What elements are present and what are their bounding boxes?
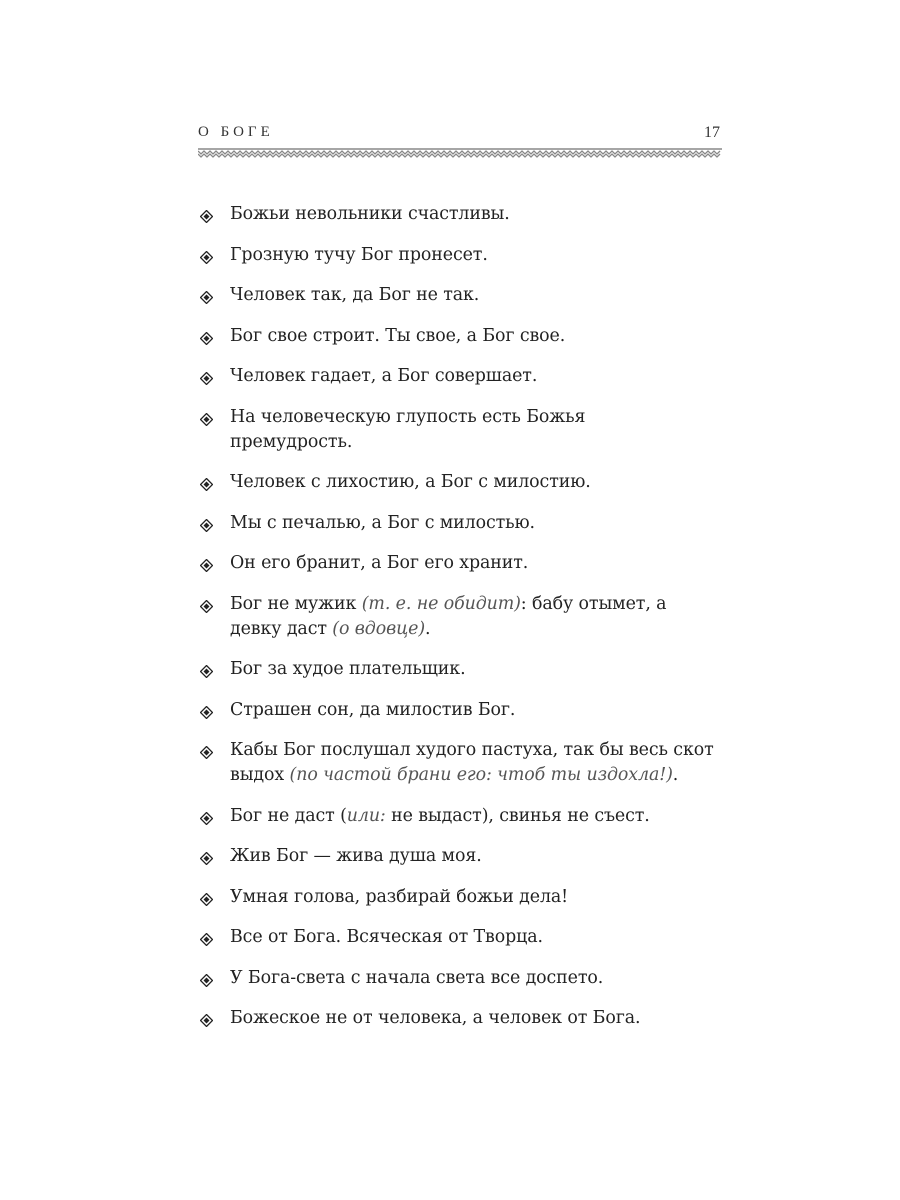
proverb-item [198,925,738,950]
proverb-text: На человеческую глупость есть Божья премудрость. [230,406,586,452]
proverb-text [230,592,700,642]
diamond-bullet-icon [200,1014,213,1027]
proverb-text-part: . [425,618,431,639]
proverb-text-part: : бабу отымет, а девку даст [230,593,667,639]
proverb-item [198,885,738,910]
proverb-text: У Бога-света с начала света все доспето. [230,967,604,988]
proverb-item [198,804,738,829]
proverb-item [198,364,738,389]
zigzag-ornament-icon [198,148,722,158]
proverb-text: Человек с лихостию, а Бог с милостию. [230,472,591,492]
diamond-bullet-icon [200,974,213,987]
proverb-text: Мы с печалью, а Бог с милостью. [230,512,535,533]
diamond-bullet-icon [200,372,213,385]
proverb-text: Божеское не от человека, а человек от Бога. [230,1008,641,1028]
diamond-bullet-icon [200,559,213,572]
proverb-item [198,592,738,642]
proverb-item [198,966,738,991]
proverb-item [198,657,738,682]
editorial-note: или: [346,805,386,826]
diamond-bullet-icon [200,478,213,491]
proverb-item [198,738,738,788]
diamond-bullet-icon [200,933,213,946]
proverb-text: Жив Бог — жива душа моя. [230,846,482,866]
proverb-list [198,202,738,1047]
editorial-note: (по частой брани его: чтоб ты издохла!) [289,765,673,785]
proverb-item [198,551,738,576]
proverb-text-part: не выдаст), свинья не съест. [385,805,650,826]
diamond-bullet-icon [200,413,213,426]
page-header [198,124,722,146]
proverb-item [198,243,738,268]
diamond-bullet-icon [200,746,213,759]
page-number: 17 [704,124,720,141]
editorial-note: (т. е. не обидит) [361,593,521,614]
proverb-item [198,202,738,227]
proverb-text: Грозную тучу Бог пронесет. [230,244,488,265]
proverb-text: Божьи невольники счастливы. [230,204,510,224]
running-head: О БОГЕ [198,124,274,140]
diamond-bullet-icon [200,332,213,345]
proverb-text [230,738,738,788]
proverb-text [230,806,650,826]
proverb-item [198,511,738,536]
proverb-text: Страшен сон, да милостив Бог. [230,699,516,720]
proverb-item [198,1006,738,1031]
proverb-item [198,844,738,869]
proverb-text: Все от Бога. Всяческая от Творца. [230,927,543,947]
proverb-text: Бог свое строит. Ты свое, а Бог свое. [230,325,566,346]
diamond-bullet-icon [200,812,213,825]
proverb-text: Он его бранит, а Бог его хранит. [230,553,529,573]
diamond-bullet-icon [200,706,213,719]
diamond-bullet-icon [200,210,213,223]
proverb-text-part: Бог не даст ( [230,805,347,826]
proverb-text-part: Бог не мужик [230,593,362,614]
diamond-bullet-icon [200,893,213,906]
proverb-text: Человек так, да Бог не так. [230,285,480,305]
proverb-item [198,324,738,349]
proverb-item [198,470,738,495]
proverb-text: Бог за худое плательщик. [230,659,466,679]
proverb-text: Умная голова, разбирай божьи дела! [230,886,569,907]
proverb-text: Человек гадает, а Бог совершает. [230,366,538,386]
proverb-item [198,405,738,455]
proverb-text-part: Кабы Бог послушал худого пастуха, так бы весь скот выдох [230,740,714,785]
diamond-bullet-icon [200,600,213,613]
editorial-note: (о вдовце) [332,618,426,639]
diamond-bullet-icon [200,291,213,304]
diamond-bullet-icon [200,251,213,264]
proverb-item [198,283,738,308]
proverb-text-part: . [672,765,679,785]
proverb-item [198,698,738,723]
diamond-bullet-icon [200,519,213,532]
diamond-bullet-icon [200,665,213,678]
diamond-bullet-icon [200,852,213,865]
